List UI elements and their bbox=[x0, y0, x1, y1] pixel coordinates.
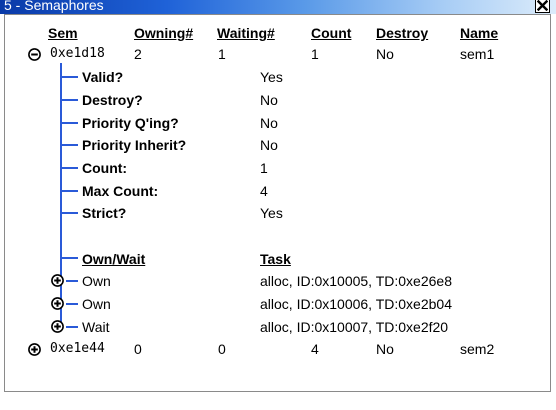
column-header-owning[interactable]: Owning# bbox=[134, 25, 194, 41]
window-bottom-edge bbox=[0, 393, 556, 410]
task-info: alloc, ID:0x10007, TD:0xe2f20 bbox=[260, 319, 449, 335]
prop-value-valid: Yes bbox=[260, 69, 283, 85]
tree-branch bbox=[66, 303, 78, 305]
tree-line-root bbox=[60, 63, 62, 329]
prop-value-priority-queueing: No bbox=[260, 115, 278, 131]
tree-branch bbox=[60, 257, 78, 259]
prop-value-strict: Yes bbox=[260, 205, 283, 221]
subheader-own-wait: Own/Wait bbox=[82, 251, 146, 267]
close-icon bbox=[537, 0, 548, 11]
prop-label-strict: Strict? bbox=[82, 205, 127, 221]
prop-label-priority-inherit: Priority Inherit? bbox=[82, 137, 187, 153]
plus-circle-icon bbox=[51, 274, 64, 287]
prop-label-valid: Valid? bbox=[82, 69, 124, 85]
column-header-sem[interactable]: Sem bbox=[48, 25, 78, 41]
prop-label-max-count: Max Count: bbox=[82, 183, 159, 199]
tree-branch bbox=[60, 190, 78, 192]
task-expand-toggle[interactable] bbox=[51, 274, 64, 287]
sem2-expand-toggle[interactable] bbox=[28, 343, 41, 356]
tree-branch bbox=[60, 212, 78, 214]
task-info: alloc, ID:0x10005, TD:0xe26e8 bbox=[260, 273, 452, 289]
sem1-name: sem1 bbox=[460, 46, 495, 62]
column-header-waiting[interactable]: Waiting# bbox=[217, 25, 275, 41]
sem2-name: sem2 bbox=[460, 341, 495, 357]
sem1-waiting: 1 bbox=[218, 46, 226, 62]
sem1-count: 1 bbox=[311, 46, 319, 62]
subheader-task: Task bbox=[260, 251, 291, 267]
prop-label-destroy: Destroy? bbox=[82, 92, 143, 108]
title-bar[interactable] bbox=[0, 0, 556, 14]
task-type[interactable]: Own bbox=[82, 296, 111, 312]
sem2-waiting: 0 bbox=[218, 341, 226, 357]
column-header-destroy[interactable]: Destroy bbox=[376, 25, 429, 41]
window-title: 5 - Semaphores bbox=[4, 0, 104, 13]
sem2-id[interactable]: 0xe1e44 bbox=[50, 341, 105, 356]
sem1-collapse-toggle[interactable] bbox=[28, 48, 41, 61]
tree-branch bbox=[60, 144, 78, 146]
prop-value-count: 1 bbox=[260, 160, 268, 176]
prop-value-destroy: No bbox=[260, 92, 278, 108]
prop-label-count: Count: bbox=[82, 160, 128, 176]
plus-circle-icon bbox=[51, 297, 64, 310]
prop-value-priority-inherit: No bbox=[260, 137, 278, 153]
tree-branch bbox=[66, 280, 78, 282]
column-header-name[interactable]: Name bbox=[460, 25, 499, 41]
sem1-owning: 2 bbox=[134, 46, 142, 62]
column-header-count[interactable]: Count bbox=[311, 25, 352, 41]
sem2-count: 4 bbox=[311, 341, 319, 357]
prop-label-priority-queueing: Priority Q'ing? bbox=[82, 115, 179, 131]
plus-circle-icon bbox=[51, 320, 64, 333]
sem1-destroy: No bbox=[376, 46, 394, 62]
tree-branch bbox=[60, 76, 78, 78]
minus-circle-icon bbox=[28, 48, 41, 61]
task-type[interactable]: Own bbox=[82, 273, 111, 289]
task-type[interactable]: Wait bbox=[82, 319, 110, 335]
task-expand-toggle[interactable] bbox=[51, 297, 64, 310]
task-expand-toggle[interactable] bbox=[51, 320, 64, 333]
close-button[interactable] bbox=[535, 0, 550, 13]
tree-branch bbox=[60, 167, 78, 169]
tree-branch bbox=[66, 326, 78, 328]
sem1-id[interactable]: 0xe1d18 bbox=[50, 46, 105, 61]
sem2-destroy: No bbox=[376, 341, 394, 357]
sem2-owning: 0 bbox=[134, 341, 142, 357]
tree-branch bbox=[60, 99, 78, 101]
tree-branch bbox=[60, 122, 78, 124]
task-info: alloc, ID:0x10006, TD:0xe2b04 bbox=[260, 296, 452, 312]
plus-circle-icon bbox=[28, 343, 41, 356]
prop-value-max-count: 4 bbox=[260, 183, 268, 199]
